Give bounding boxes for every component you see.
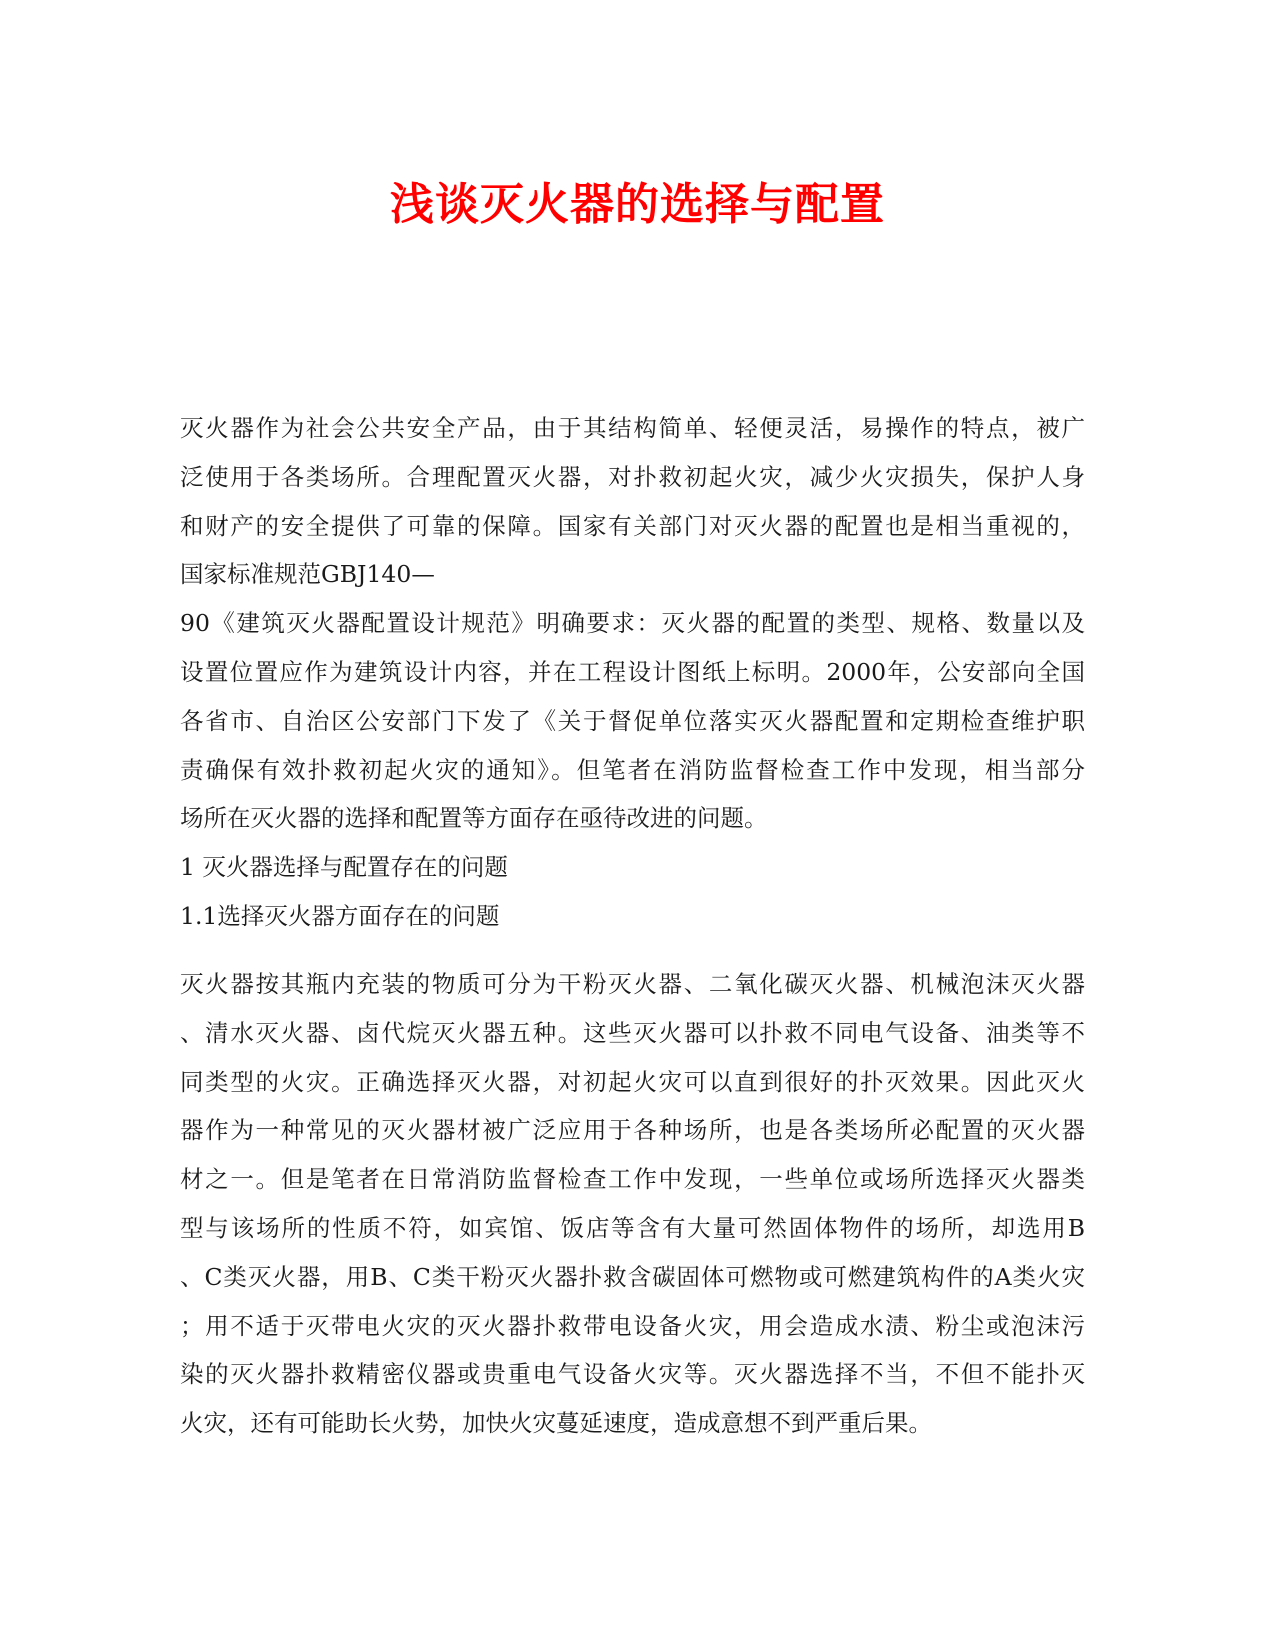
paragraph-line: 同类型的火灾。正确选择灭火器，对初起火灾可以直到很好的扑灭效果。因此灭火 [180, 1067, 1085, 1096]
paragraph-line: 灭火器按其瓶内充装的物质可分为干粉灭火器、二氧化碳灭火器、机械泡沫灭火器 [180, 970, 1085, 998]
paragraph-line: 火灾，还有可能助长火势，加快火灾蔓延速度，造成意想不到严重后果。 [180, 1409, 932, 1438]
paragraph-line: 设置位置应作为建筑设计内容，并在工程设计图纸上标明。2000年，公安部向全国 [180, 657, 1085, 686]
document-title: 浅谈灭火器的选择与配置 [390, 179, 885, 230]
paragraph-line: 泛使用于各类场所。合理配置灭火器，对扑救初起火灾，减少火灾损失，保护人身 [180, 462, 1085, 491]
subsection-heading: 1.1选择灭火器方面存在的问题 [180, 901, 500, 930]
paragraph-line: 和财产的安全提供了可靠的保障。国家有关部门对灭火器的配置也是相当重视的， [180, 511, 1085, 540]
paragraph-line: 90《建筑灭火器配置设计规范》明确要求：灭火器的配置的类型、规格、数量以及 [180, 609, 1085, 638]
paragraph-line: 各省市、自治区公安部门下发了《关于督促单位落实灭火器配置和定期检查维护职 [180, 706, 1085, 735]
paragraph-line: 材之一。但是笔者在日常消防监督检查工作中发现，一些单位或场所选择灭火器类 [180, 1165, 1085, 1194]
paragraph-line: 灭火器作为社会公共安全产品，由于其结构简单、轻便灵活，易操作的特点，被广 [180, 414, 1085, 442]
paragraph-line: 场所在灭火器的选择和配置等方面存在亟待改进的问题。 [180, 804, 768, 833]
paragraph-line: 国家标准规范GBJ140— [180, 560, 435, 589]
paragraph-line: 责确保有效扑救初起火灾的通知》。但笔者在消防监督检查工作中发现，相当部分 [180, 755, 1085, 784]
paragraph-2 [180, 960, 1085, 1448]
paragraph-line: 型与该场所的性质不符，如宾馆、饭店等含有大量可然固体物件的场所，却选用B [180, 1213, 1085, 1242]
paragraph-line: 、C类灭火器，用B、C类干粉灭火器扑救含碳固体可燃物或可燃建筑构件的A类火灾 [180, 1262, 1085, 1291]
paragraph-line: ；用不适于灭带电火灾的灭火器扑救带电设备火灾，用会造成水渍、粉尘或泡沫污 [180, 1311, 1085, 1340]
paragraph-line: 、清水灭火器、卤代烷灭火器五种。这些灭火器可以扑救不同电气设备、油类等不 [180, 1018, 1085, 1047]
paragraph-1 [180, 404, 1085, 941]
paragraph-line: 染的灭火器扑救精密仪器或贵重电气设备火灾等。灭火器选择不当，不但不能扑灭 [180, 1360, 1085, 1389]
paragraph-line: 器作为一种常见的灭火器材被广泛应用于各种场所，也是各类场所必配置的灭火器 [180, 1116, 1085, 1145]
section-heading: 1 灭火器选择与配置存在的问题 [180, 853, 508, 882]
